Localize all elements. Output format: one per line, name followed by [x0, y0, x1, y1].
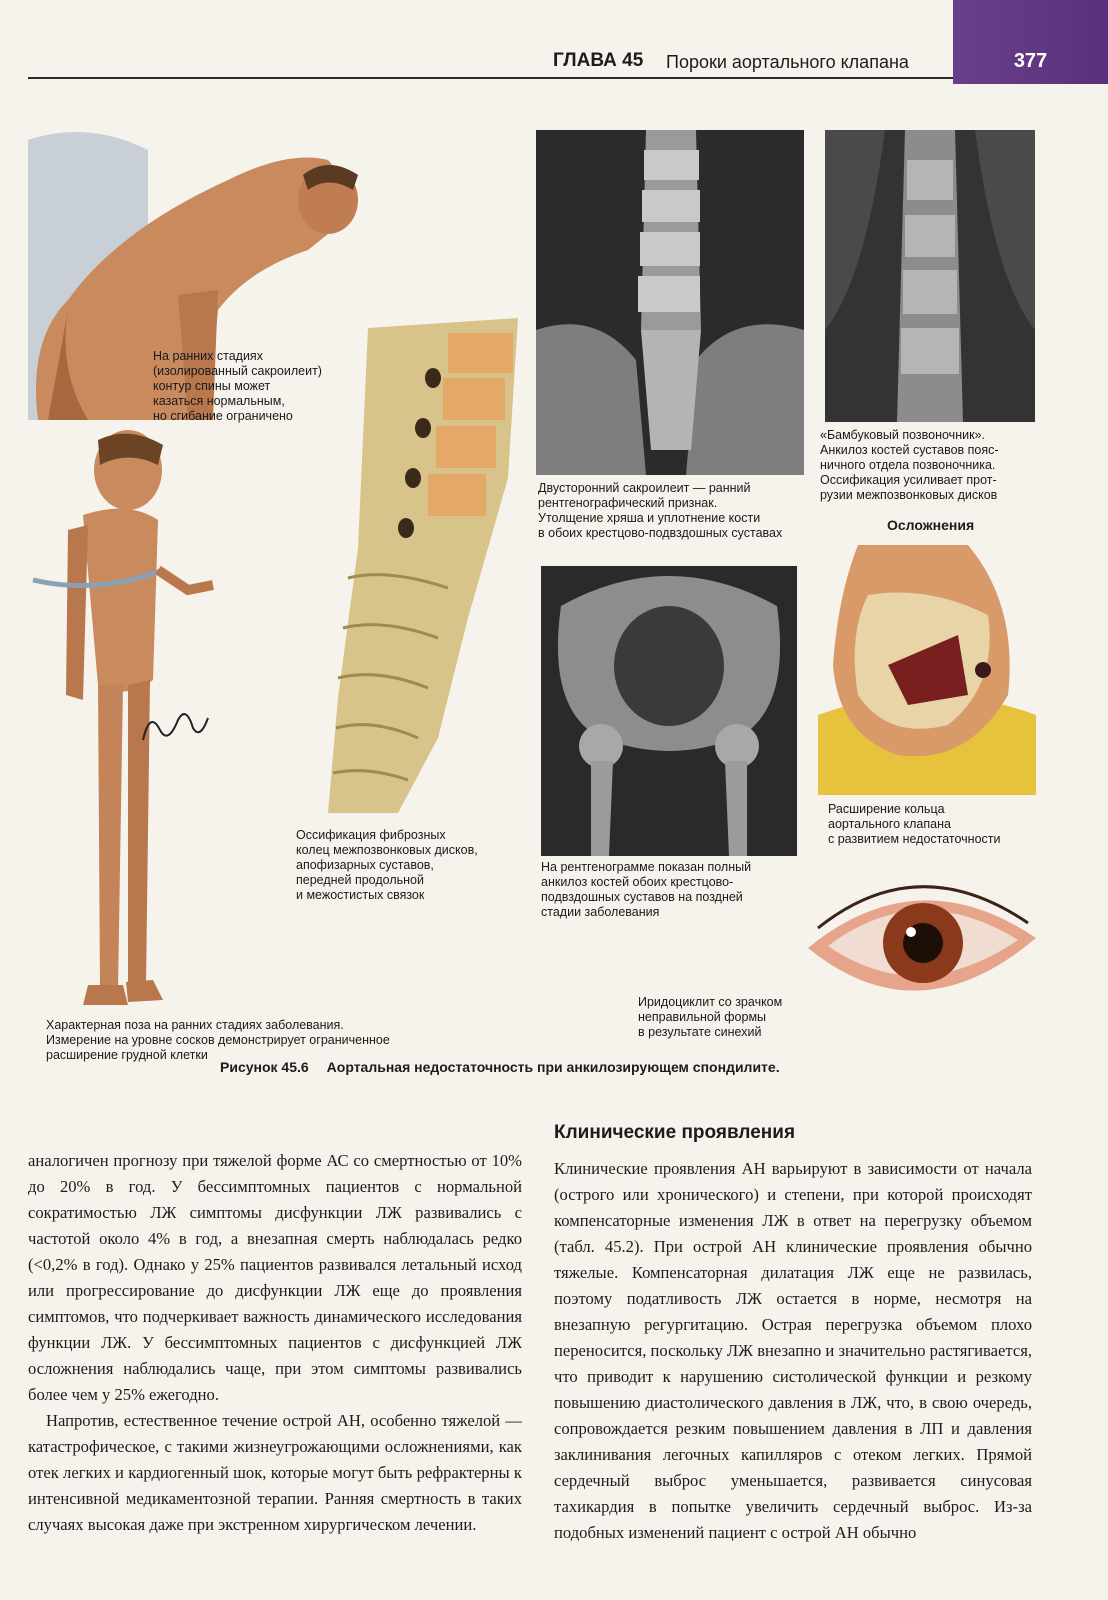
caption-posture: Характерная поза на ранних стадиях заболевания. Измерение на уровне сосков демонстрирует ограниченное расширение грудной клетки [46, 1018, 390, 1062]
caption-bamboo-spine: «Бамбуковый позвоночник». Анкилоз костей суставов пояс- ничного отдела позвоночника. Оссификация усиливает прот- рузии межпозвонковых дисков [820, 428, 999, 502]
caption-early-back: На ранних стадиях (изолированный сакроилеит) контур спины может казаться нормальным, но сгибание ограничено [153, 349, 322, 423]
chapter-title: Пороки аортального клапана [666, 52, 909, 72]
illustration-aortic-valve [818, 545, 1036, 795]
illustration-iridocyclitis-eye [808, 868, 1036, 1018]
netter-signature [138, 700, 213, 750]
header-rule [28, 77, 953, 79]
caption-iridocyclitis: Иридоциклит со зрачком неправильной формы в результате синехий [638, 995, 783, 1039]
xray-bamboo-spine [825, 130, 1035, 422]
page-number-tab [953, 0, 1108, 84]
paragraph: аналогичен прогнозу при тяжелой форме АС со смертностью от 10% до 20% в год. У бессимптомных пациентов с нормальной сократимостью ЛЖ симптомы дисфункции ЛЖ развивались с частотой около 4% в год, а внезапная смерть наблюдалась редко (<0,2% в год). Однако у 25% пациентов развивался летальный исход или прогрессирование до дисфункции ЛЖ еще до проявления симптомов, что подчеркивает важность динамического исследования функции ЛЖ. У бессимптомных пациентов с дисфункцией ЛЖ осложнения наблюдались чаще, при этом симптомы развивались более чем у 25% ежегодно. [28, 1151, 522, 1404]
paragraph: Напротив, естественное течение острой АН, особенно тяжелой — катастрофическое, с такими жизнеугрожающими осложнениями, как отек легких и кардиогенный шок, которые могут быть рефрактерны к интенсивной медикаментозной терапии. Ранняя смертность в таких случаях высокая даже при экстренном хирургическом лечении. [28, 1411, 522, 1534]
caption-sacroiliitis: Двусторонний сакроилеит — ранний рентгенографический признак. Утолщение хряша и уплотнение кости в обоих крестцово-подвздошных суставах [538, 481, 783, 540]
xray-pelvis-ankylosis [541, 566, 797, 856]
paragraph: Клинические проявления АН варьируют в зависимости от начала (острого или хронического) и степени, при которой происходят компенсаторные изменения ЛЖ в ответ на перегрузку объемом (табл. 45.2). При острой АН клинические проявления обычно тяжелые. Компенсаторная дилатация ЛЖ еще не развилась, поэтому податливость ЛЖ остается в норме, несмотря на внезапную регургитацию. Острая перегрузка объемом плохо переносится, поскольку ЛЖ внезапно и значительно растягивается, что приводит к нарушению систолической функции и резкому повышению диастолического давления в ЛЖ, что, в свою очередь, сопровождается резким повышением давления в ЛП и давления заклинивания легочных капилляров с отеком легких. Прямой сердечный выброс уменьшается, развивается синусовая тахикардия в попытке увеличить сердечный выброс. Из-за подобных изменений пациент с острой АН обычно [554, 1159, 1032, 1542]
section-heading: Клинические проявления [554, 1122, 796, 1143]
illustration-ossified-spine [328, 318, 528, 813]
xray-bilateral-sacroiliitis [536, 130, 804, 475]
figure-label: Рисунок 45.6 [220, 1059, 309, 1075]
caption-valve: Расширение кольца аортального клапана с развитием недостаточности [828, 802, 1001, 846]
figure-caption [220, 1059, 780, 1075]
caption-ankylosis: На рентгенограмме показан полный анкилоз костей обоих крестцово- подвздошных суставов на поздней стадии заболевания [541, 860, 752, 919]
complications-heading: Осложнения [887, 517, 975, 533]
chapter-number: ГЛАВА 45 [553, 50, 644, 71]
figure-title: Аортальная недостаточность при анкилозирующем спондилите. [326, 1059, 780, 1075]
page-number: 377 [1013, 50, 1048, 72]
body-right-column [554, 1156, 1032, 1546]
body-left-column [28, 1148, 522, 1538]
caption-ossification: Оссификация фиброзных колец межпозвонковых дисков, апофизарных суставов, передней продольной и межостистых связок [296, 828, 478, 902]
